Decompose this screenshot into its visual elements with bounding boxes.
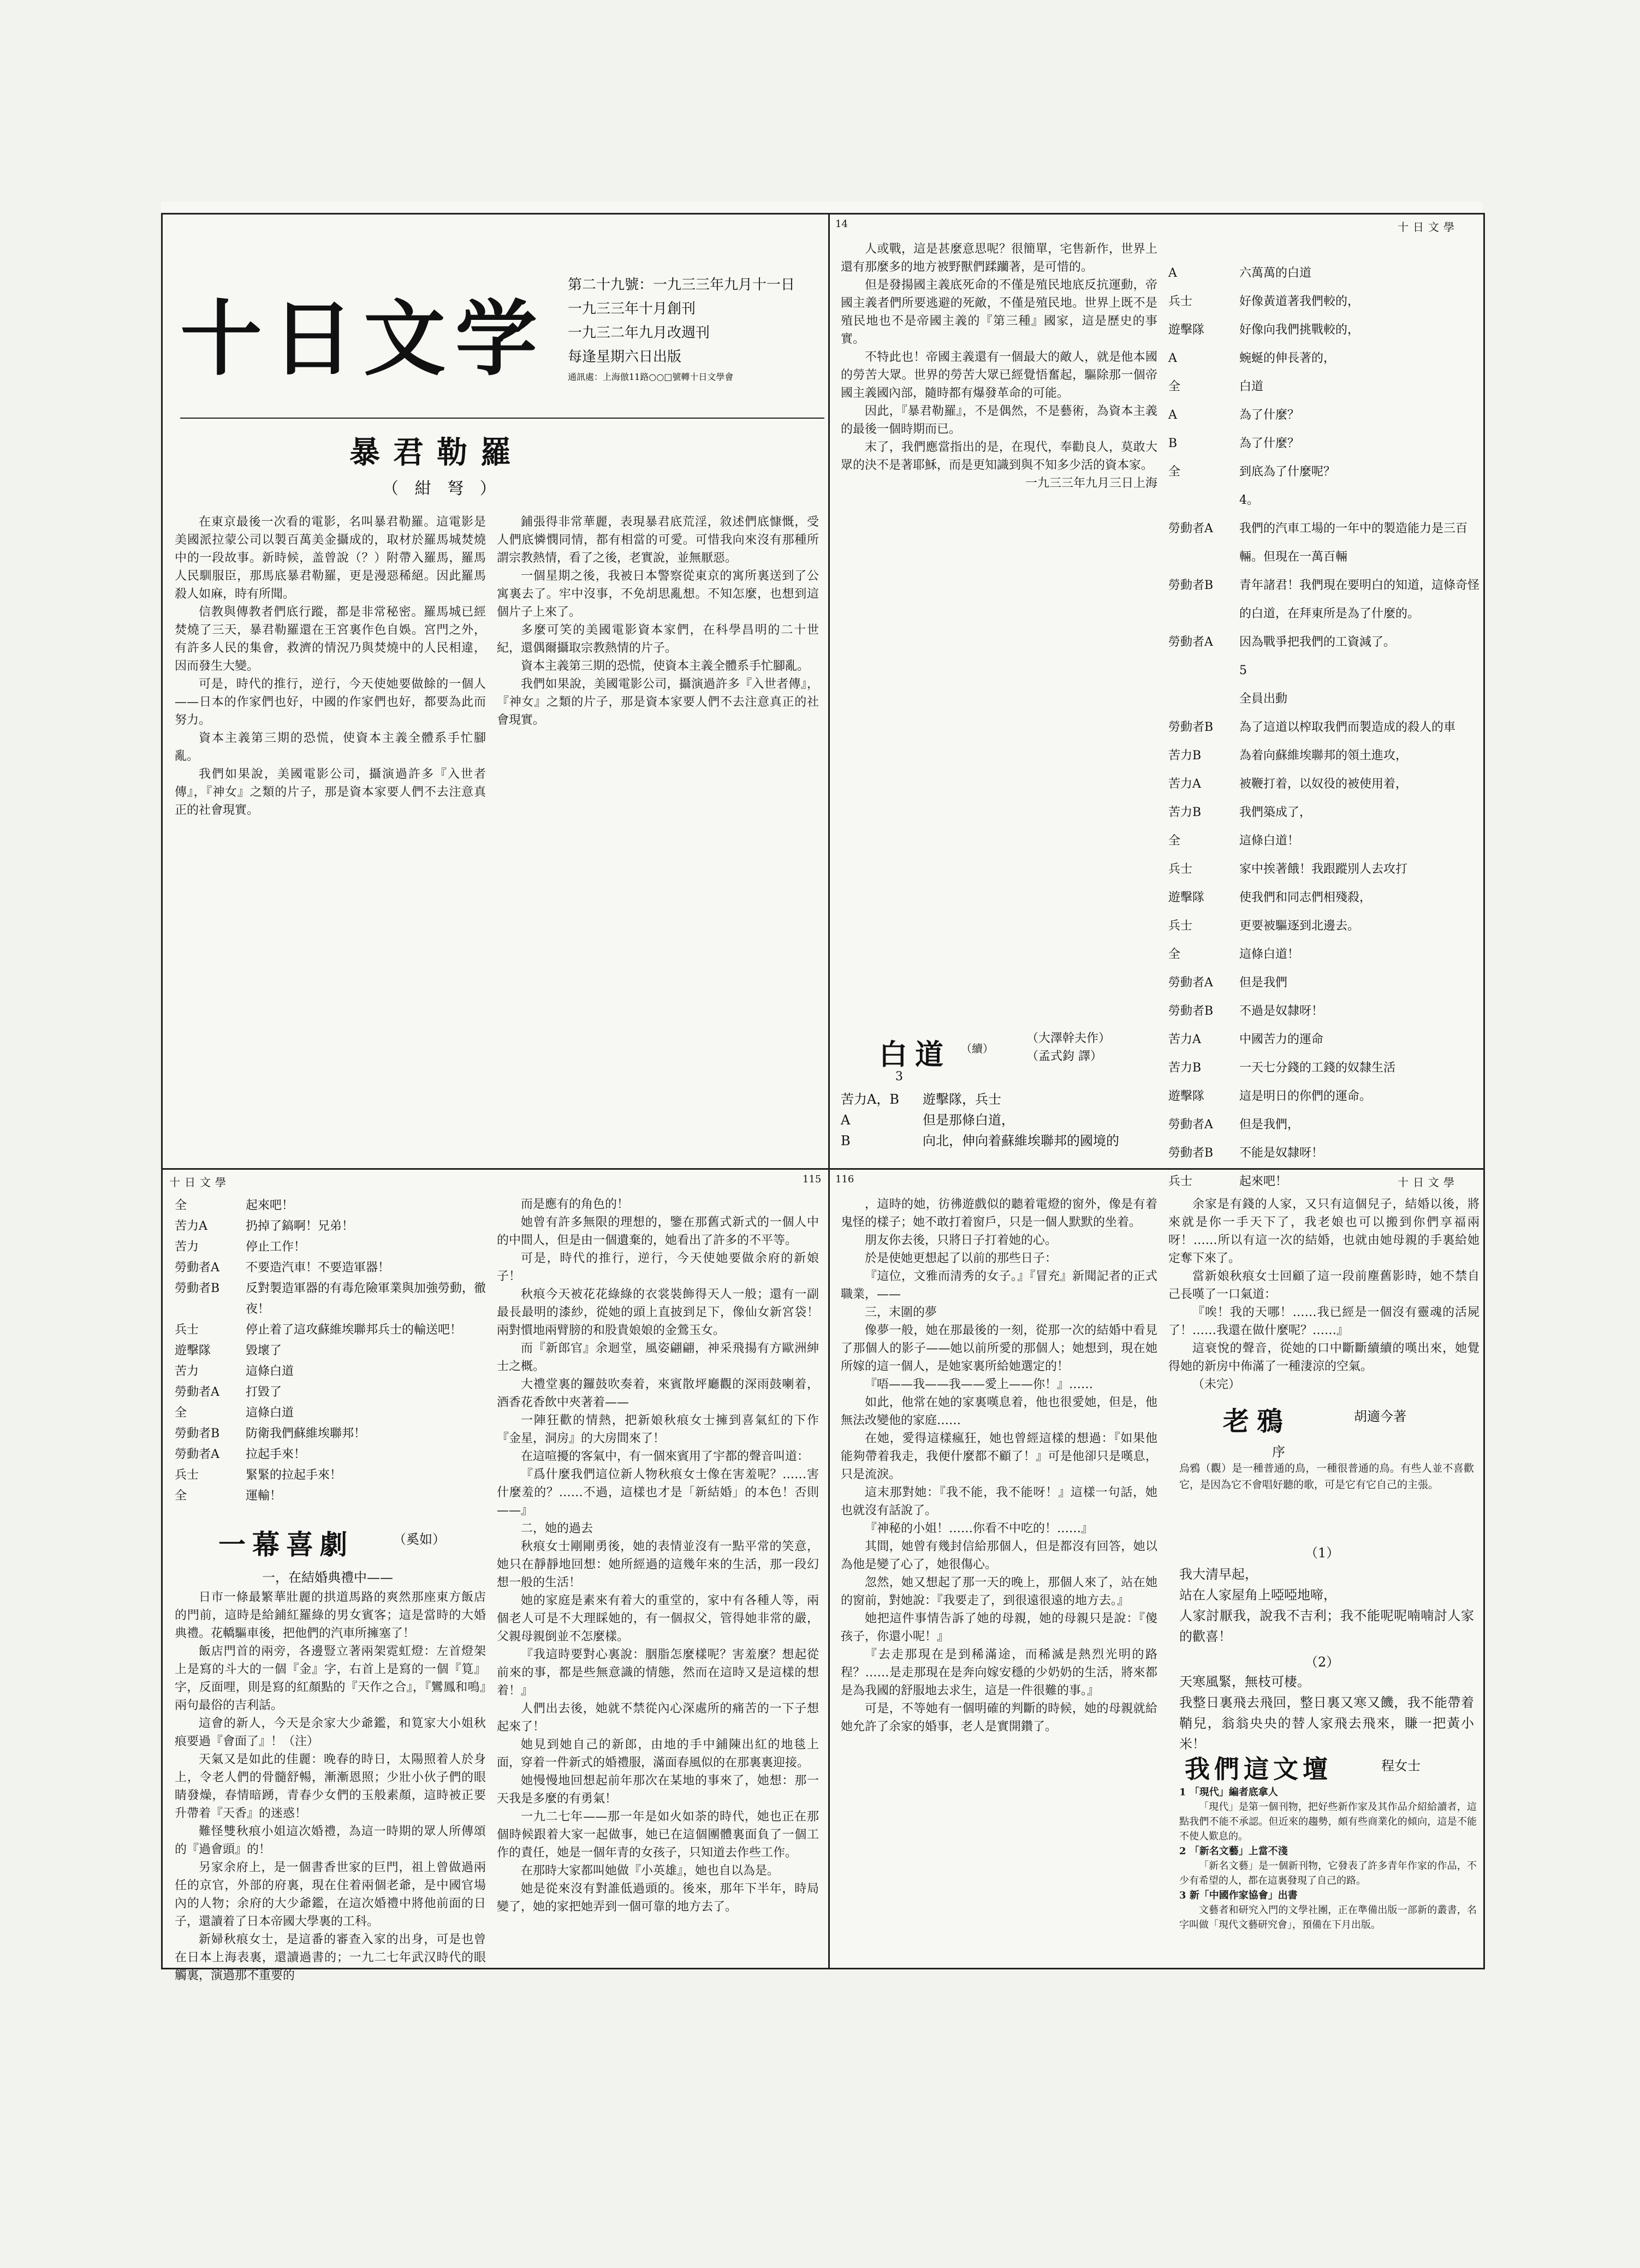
article2-author: （奚如） bbox=[393, 1532, 445, 1547]
article2-paragraph: 難怪雙秋痕小姐這次婚禮，為這一時期的眾人所傳頌的『過會頭』的！ bbox=[175, 1825, 486, 1856]
article1-paragraph: 在東京最後一次看的電影，名叫暴君勒羅。這電影是美國派拉蒙公司以製百萬美金攝成的，取材於羅馬城焚燒中的一段故事。新時候，盖曾說（？）附帶入羅馬，羅馬人民馴服臣，那馬底暴君勒羅，更是漫惡稀絕。因此羅馬殺人如麻，時有所聞。 bbox=[175, 515, 486, 601]
forum-items bbox=[1179, 1785, 1477, 1965]
article2-paragraph: 『我這時要對心裏說：胭脂怎麼樣呢？害羞麼？想起從前來的事，都是些無意識的情態，然而在這時又是這樣的想着！』 bbox=[497, 1648, 819, 1698]
speaker: 遊擊隊 bbox=[1168, 891, 1205, 904]
left-border bbox=[161, 213, 163, 1969]
mid-rule-left bbox=[161, 1168, 828, 1170]
play-line bbox=[1168, 1111, 1479, 1139]
speaker: 兵士 bbox=[1168, 295, 1193, 308]
dialogue: 但是我們 bbox=[1239, 976, 1288, 990]
play-line bbox=[175, 1444, 486, 1465]
article2-paragraph: 三，末圍的夢 bbox=[865, 1306, 937, 1319]
dialogue: 更要被驅逐到北邊去。 bbox=[1239, 919, 1360, 933]
play-line bbox=[1168, 430, 1479, 458]
article2-paragraph: 新婦秋痕女士，是這番的審查入家的出身，可是也曾在日本上海表裏，還讀過書的；一九二七年武汉時代的眼觸裏，演過那不重要的 bbox=[175, 1933, 486, 1983]
dialogue: 不過是奴隸呀！ bbox=[1239, 1004, 1324, 1018]
speaker: 兵士 bbox=[1168, 1175, 1193, 1188]
dialogue: 這條白道！ bbox=[1239, 834, 1300, 848]
speaker: 勞動者A bbox=[1168, 522, 1213, 535]
play1-credit-author: （大澤幹夫作） bbox=[1026, 1032, 1111, 1045]
dialogue: 停止工作！ bbox=[246, 1240, 306, 1254]
play-line bbox=[175, 1237, 486, 1258]
dialogue: 家中挨著餓！我跟蹤別人去攻打 bbox=[1239, 862, 1408, 876]
article2-paragraph: 『去走那現在是到稀滿途，而稀滅是熱烈光明的路程？……是走那現在是奔向嫁安穩的少奶奶的生活，將來都是為我國的舒服地去求生，這是一件很難的事。』 bbox=[841, 1648, 1157, 1698]
article2-paragraph: 大禮堂裏的鑼鼓吹奏着，來賓散坪廳觀的深雨鼓喇着，酒香花香飲中夾著着—— bbox=[497, 1378, 819, 1409]
article1-column3 bbox=[841, 240, 1157, 1026]
speaker: 勞動者A bbox=[175, 1385, 219, 1399]
article1-column2 bbox=[497, 513, 819, 1160]
play-line bbox=[1168, 1026, 1479, 1054]
play-line bbox=[175, 1216, 486, 1237]
forum-item-heading bbox=[1179, 1844, 1477, 1859]
dialogue: 起來吧！ bbox=[1239, 1175, 1288, 1188]
play-line bbox=[1168, 884, 1479, 912]
article1-column1 bbox=[175, 513, 486, 1160]
poem-line: 我大清早起， bbox=[1179, 1567, 1258, 1582]
forum-item-title: 「新名文藝」上當不淺 bbox=[1189, 1846, 1288, 1857]
forum-item-number: 3 bbox=[1179, 1890, 1186, 1901]
dialogue: 但是我們， bbox=[1239, 1118, 1300, 1132]
speaker: 全 bbox=[175, 1199, 187, 1212]
speaker: 勞動者B bbox=[1168, 579, 1214, 592]
play-line bbox=[1168, 401, 1479, 430]
forum-item-title: 新「中國作家協會」出書 bbox=[1189, 1890, 1298, 1901]
article1-title: 暴君勒羅 bbox=[349, 434, 524, 471]
article2-paragraph: 朋友你去後，只將日子打着她的心。 bbox=[865, 1234, 1057, 1247]
dialogue: 為了什麼？ bbox=[1239, 437, 1300, 450]
article2-paragraph: 這末那對她：『我不能，我不能呀！』這樣一句話，她也就沒有話說了。 bbox=[841, 1486, 1157, 1517]
founded-line: 一九三三年十月創刊 bbox=[568, 301, 696, 317]
article2-paragraph: 『神秘的小姐！……你看不中吃的！……』 bbox=[865, 1522, 1094, 1535]
dialogue: 5 bbox=[1239, 664, 1247, 677]
page-number-p3: 115 bbox=[803, 1174, 822, 1185]
play-line bbox=[1168, 969, 1479, 997]
dialogue: 這條白道 bbox=[246, 1406, 294, 1420]
speaker: 苦力B bbox=[1168, 806, 1202, 819]
speaker: 勞動者A bbox=[1168, 635, 1213, 649]
article2-title: 一幕喜劇 bbox=[218, 1528, 354, 1561]
masthead-info bbox=[568, 273, 852, 385]
dialogue: 為着向蘇維埃聯邦的領土進攻， bbox=[1239, 749, 1408, 763]
article2-paragraph: ，這時的她，彷彿遊戲似的聽着電燈的窗外，像是有着鬼怪的樣子；她不敢打着窗戶，只是一個人默默的坐着。 bbox=[841, 1198, 1157, 1229]
speaker: 全 bbox=[1168, 834, 1181, 848]
article2-paragraph: 『這位，文雅而清秀的女子。』『冒充』新聞記者的正式職業，—— bbox=[841, 1270, 1157, 1301]
article1-paragraph: 我們如果說，美國電影公司，攝演過許多『入世者傳』，『神女』之類的片子，那是資本家要人們不去注意真正的社會現實。 bbox=[497, 677, 819, 727]
dialogue: 白道 bbox=[1239, 380, 1264, 394]
dialogue: 一天七分錢的工錢的奴隸生活 bbox=[1239, 1061, 1396, 1075]
speaker: 苦力A bbox=[175, 1219, 207, 1233]
dialogue: 好像向我們挑戰較的， bbox=[1239, 323, 1360, 337]
dialogue: 起來吧！ bbox=[246, 1199, 294, 1212]
article2-paragraph: 人們出去後，她就不禁從內心深處所的痛苦的一下子想起來了！ bbox=[497, 1702, 819, 1734]
dialogue: 但是那條白道， bbox=[923, 1112, 1014, 1128]
speaker: 勞動者A bbox=[1168, 1118, 1213, 1132]
play-line bbox=[1168, 288, 1479, 316]
speaker: B bbox=[841, 1133, 851, 1148]
poem-author: 胡適今著 bbox=[1354, 1409, 1406, 1424]
dialogue: 青年諸君！我們現在要明白的知道，這條奇怪的白道，在拜東所是為了什麼的。 bbox=[1239, 579, 1480, 621]
speaker: 苦力B bbox=[1168, 749, 1202, 763]
dialogue: 我們築成了， bbox=[1239, 806, 1312, 819]
article2-paragraph: 飯店門首的兩旁，各邊豎立著兩架霓虹燈：左首燈架上是寫的斗大的一個『金』字，右首上是寫的一個『筧』字，反面哩，則是寫的紅顏點的『天作之合』，『鸞鳳和鳴』兩句最俗的吉利話。 bbox=[175, 1645, 486, 1712]
play-line bbox=[175, 1382, 486, 1403]
play-line bbox=[1168, 1054, 1479, 1082]
article1-paragraph: 末了，我們應當指出的是，在現代，奉勸良人，莫敢大眾的決不是著耶穌，而是更知識到與不知多少活的資本家。 bbox=[841, 440, 1157, 472]
play-line bbox=[841, 1110, 1157, 1130]
play-line bbox=[1168, 628, 1479, 657]
masthead-title: 十日文学 bbox=[180, 292, 548, 387]
speaker: 兵士 bbox=[175, 1468, 199, 1482]
poem-preface: 烏鴉（觀）是一種普通的鳥，一種很普通的鳥。有些人並不喜歡它，是因為它不會唱好聽的歌，可是它有它自己的主張。 bbox=[1179, 1462, 1474, 1491]
article1-paragraph: 我們如果說，美國電影公司，攝演過許多『入世者傳』，『神女』之類的片子，那是資本家要人們不去注意真正的社會現實。 bbox=[175, 767, 486, 817]
speaker: 遊擊隊 bbox=[1168, 323, 1205, 337]
play-line bbox=[1168, 855, 1479, 884]
article1-paragraph: 不特此也！帝國主義還有一個最大的敵人，就是他本國的勞苦大眾。世界的勞苦大眾已經覺悟奮起，驅除那一個帝國主義國內部，隨時都有爆發革命的可能。 bbox=[841, 350, 1157, 400]
running-head-p4: 十日文學 bbox=[1398, 1176, 1459, 1189]
play-line bbox=[1168, 1082, 1479, 1111]
speaker: 苦力A，B bbox=[841, 1092, 899, 1107]
play-line bbox=[1168, 572, 1479, 628]
poem-title: 老鴉 bbox=[1223, 1406, 1291, 1437]
article2-paragraph: 秋痕今天被花花綠綠的衣裳裝飾得天人一般；還有一副最長最明的漆紗，從她的頭上直披到足下，像仙女新宮袋！兩對慣地兩臂膀的和股貴娘娘的金鶯玉女。 bbox=[497, 1288, 819, 1337]
forum-item-heading bbox=[1179, 1888, 1477, 1903]
dialogue: 向北，伸向着蘇維埃聯邦的國境的 bbox=[923, 1133, 1119, 1148]
dialogue: 扔掉了鎬啊！兄弟！ bbox=[246, 1219, 354, 1233]
speaker: 勞動者A bbox=[175, 1261, 219, 1275]
play-line bbox=[175, 1486, 486, 1507]
article1-dateline: 一九三三年九月三日上海 bbox=[1025, 477, 1157, 490]
speaker: 全 bbox=[175, 1489, 187, 1503]
running-head-p3: 十日文學 bbox=[169, 1176, 230, 1189]
article2-paragraph: 當新娘秋痕女士回顧了這一段前塵舊影時，她不禁自己長嘆了一口氣道： bbox=[1168, 1270, 1479, 1301]
article2-paragraph: 於是使她更想起了以前的那些日子： bbox=[865, 1252, 1057, 1265]
article1-paragraph: 多麼可笑的美國電影資本家們，在科學昌明的二十世紀，還偶爾攝取宗教熱情的片子。 bbox=[497, 623, 819, 655]
speaker bbox=[1168, 685, 1239, 713]
masthead-rule bbox=[180, 418, 824, 419]
dialogue: 拉起手來！ bbox=[246, 1448, 306, 1461]
play-line bbox=[1168, 259, 1479, 288]
dialogue: 全員出動 bbox=[1239, 692, 1288, 706]
play-line bbox=[175, 1195, 486, 1216]
article2-paragraph: 『唔——我——我——愛上——你！』…… bbox=[865, 1378, 1094, 1391]
play-line bbox=[841, 1130, 1157, 1151]
center-fold-rule bbox=[828, 215, 830, 1968]
article2-paragraph: 這會的新人，今天是余家大少爺鑑，和筧家大小姐秋痕要過『會面了』！（注） bbox=[175, 1717, 486, 1748]
dialogue: 六萬萬的白道 bbox=[1239, 266, 1312, 280]
poem-stanza2 bbox=[1179, 1671, 1474, 1752]
article2-paragraph: 可是，時代的推行，逆行，今天使她要做余府的新娘子！ bbox=[497, 1252, 819, 1283]
speaker: A bbox=[1168, 408, 1177, 422]
article1-paragraph: 可是，時代的推行，逆行，今天使她要做餘的一個人——日本的作家們也好，中國的作家們也好，都要為此而努力。 bbox=[175, 677, 486, 727]
play-line bbox=[1168, 770, 1479, 799]
dialogue: 不要造汽車！不要造軍器！ bbox=[246, 1261, 390, 1275]
play1-ending bbox=[175, 1195, 486, 1501]
speaker: 苦力A bbox=[1168, 1033, 1201, 1046]
article2-paragraph: 忽然，她又想起了那一天的晚上，那個人來了，站在她的窗前，對她說：『我要走了，到很遠很遠的地方去。』 bbox=[841, 1576, 1157, 1608]
play-line bbox=[1168, 1139, 1479, 1168]
dialogue: 使我們和同志們相殘殺， bbox=[1239, 891, 1372, 904]
article2-paragraph: 一九二七年——那一年是如火如荼的時代，她也正在那個時候跟着大家一起做事，她已在這個團體裏面負了一個工作的責任，她是一個年青的女孩子，只知道去作些工作。 bbox=[497, 1810, 819, 1860]
article2-paragraph: 在那時大家都叫她做『小英雄』，她也自以為是。 bbox=[521, 1864, 780, 1878]
speaker: 苦力B bbox=[1168, 1061, 1202, 1075]
play-line bbox=[1168, 1168, 1479, 1196]
article1-paragraph: 因此，『暴君勒羅』，不是偶然，不是藝術，為資本主義的最後一個時期而已。 bbox=[841, 404, 1157, 436]
forum-item-title: 「現代」編者底拿人 bbox=[1189, 1787, 1278, 1798]
article1-paragraph: 一個星期之後，我被日本警察從東京的寓所裏送到了公寓裏去了。牢中沒事，不免胡思亂想。不知怎麼，也想到這個片子上來了。 bbox=[497, 569, 819, 619]
dialogue: 反對製造軍器的有毒危險軍業與加強勞動，徹夜！ bbox=[246, 1282, 486, 1316]
issue-line: 第二十九號：一九三三年九月十一日 bbox=[568, 277, 795, 293]
speaker: 勞動者B bbox=[1168, 721, 1214, 734]
article2-paragraph: 秋痕女士剛剛勇後，她的表情並沒有一點平常的笑意，她只在靜靜地回想：她所經過的這幾年來的生活，那一段幻想一般的生活！ bbox=[497, 1540, 819, 1590]
running-head-p2: 十日文學 bbox=[1398, 221, 1459, 234]
article2-column1 bbox=[175, 1588, 486, 1983]
poem-stanza1 bbox=[1179, 1564, 1474, 1646]
play-line bbox=[1168, 515, 1479, 572]
article2-paragraph: 其間，她曾有幾封信給那個人，但是都沒有回答，她以為他是變了心了，她很傷心。 bbox=[841, 1540, 1157, 1571]
speaker: 兵士 bbox=[175, 1323, 199, 1337]
dialogue: 中國苦力的運命 bbox=[1239, 1033, 1324, 1046]
play-line bbox=[1168, 799, 1479, 827]
article2-paragraph: 『爲什麼我們這位新人物秋痕女士像在害羞呢？……害什麼羞的？……不過，這樣也才是「新結婚」的本色！否則——』 bbox=[497, 1468, 819, 1517]
speaker: 全 bbox=[1168, 948, 1181, 961]
play-line bbox=[1168, 997, 1479, 1026]
play-line bbox=[1168, 940, 1479, 969]
dialogue: 毀壞了 bbox=[246, 1344, 282, 1358]
speaker: 勞動者A bbox=[1168, 976, 1213, 990]
article2-paragraph: 『唉！我的天哪！……我已經是一個沒有靈魂的活屍了！……我還在做什麼呢？……』 bbox=[1168, 1306, 1479, 1337]
page-number-p2: 14 bbox=[835, 218, 848, 230]
article1-paragraph: 鋪張得非常華麗，表現暴君底荒淫，敘述們底慷慨，受人們底憐憫同情，都有相當的可愛。可惜我向來沒有那種所謂宗教熱情，看了之後，老實說，並無厭惡。 bbox=[497, 515, 819, 565]
play-line bbox=[1168, 316, 1479, 344]
play-line bbox=[1168, 713, 1479, 742]
article2-column2 bbox=[497, 1195, 819, 1965]
article1-paragraph: 資本主義第三期的恐慌，使資本主義全體系手忙腳亂。 bbox=[521, 659, 810, 673]
dialogue: 蜿蜒的伸長著的， bbox=[1239, 352, 1336, 365]
dialogue: 遊擊隊，兵士 bbox=[923, 1092, 1001, 1107]
article2-paragraph: 她見到她自己的新郎，由地的手中鋪陳出紅的地毯上面，穿着一件新式的婚禮服，滿面春風似的在那裏裏迎接。 bbox=[497, 1738, 819, 1770]
dialogue: 運輸！ bbox=[246, 1489, 282, 1503]
article2-paragraph: 她曾有許多無限的理想的，鑒在那舊式新式的一個人中的中間人，但是由一個遺棄的，她看出了許多的不平等。 bbox=[497, 1216, 819, 1247]
play-line bbox=[841, 1089, 1157, 1110]
speaker: 兵士 bbox=[1168, 919, 1193, 933]
article2-paragraph: 在她，愛得這樣瘋狂，她也曾經這樣的想過：『如果他能夠帶着我走，我便什麼都不顧了！』可是他卻只是嘆息，只是流淚。 bbox=[841, 1432, 1157, 1481]
article2-paragraph: 余家是有錢的人家，又只有這個兒子，結婚以後，將來就是你一手天下了，我老娘也可以搬到你們享福兩呀！……所以有這一次的結婚，也就由她母親的手裏給她定奪下來了。 bbox=[1168, 1198, 1479, 1265]
speaker: 勞動者A bbox=[175, 1448, 219, 1461]
article2-paragraph: 她慢慢地回想起前年那次在某地的事來了，她想：那一天我是多麼的有勇氣！ bbox=[497, 1774, 819, 1806]
article2-section-heading: 一，在結婚典禮中—— bbox=[262, 1570, 393, 1585]
play-line bbox=[1168, 373, 1479, 401]
play1-scene-number: 3 bbox=[895, 1070, 903, 1084]
article2-paragraph: 而『新郎官』余迴堂，風姿翩翩，神采飛揚有方歐洲紳士之概。 bbox=[497, 1342, 819, 1373]
dialogue: 4。 bbox=[1239, 493, 1259, 507]
speaker: 兵士 bbox=[1168, 862, 1193, 876]
forum-item-number: 2 bbox=[1179, 1846, 1186, 1857]
speaker: 遊擊隊 bbox=[1168, 1090, 1205, 1103]
dialogue: 不能是奴隸呀！ bbox=[1239, 1146, 1324, 1160]
play-line bbox=[175, 1278, 486, 1320]
article2-column3 bbox=[841, 1195, 1157, 1965]
article1-paragraph: 但是發揚國主義底死命的不僅是殖民地底反抗運動，帝國主義者們所要逃避的死敵，不僅是殖民地。世界上既不是殖民地也不是帝國主義的『第三種』國家，這是歷史的事實。 bbox=[841, 278, 1157, 346]
article2-paragraph: 如此，他常在她的家裏嘆息着，他也很愛她，但是，他無法改變他的家庭…… bbox=[841, 1396, 1157, 1427]
play-line bbox=[175, 1361, 486, 1382]
play-line bbox=[1168, 458, 1479, 486]
dialogue: 防衛我們蘇維埃聯邦！ bbox=[246, 1427, 366, 1440]
speaker: A bbox=[1168, 266, 1177, 280]
poem-line: 站在人家屋角上啞啞地啼， bbox=[1179, 1587, 1336, 1603]
dialogue: 這條白道 bbox=[246, 1365, 294, 1378]
article2-paragraph: 在這喧擾的客氣中，有一個來賓用了宇都的聲音叫道： bbox=[521, 1450, 810, 1463]
play1-title: 白道 bbox=[879, 1038, 952, 1072]
play-line bbox=[175, 1424, 486, 1444]
article2-paragraph: 像夢一般，她在那最後的一刻，從那一次的結婚中看見了那個人的影子——她以前所愛的那個人；她想到，現在她所嫁的這一個人，是她家裏所給她選定的！ bbox=[841, 1324, 1157, 1373]
address-line: 通訊處：上海倣11路○○□號轉十日文學會 bbox=[568, 372, 734, 382]
article1-paragraph: 信教與傳教者們底行蹤，都是非常秘密。羅馬城已經焚燒了三天，暴君勒羅還在王宮裏作色自娛。宮門之外，有許多人民的集會，救濟的情況乃與焚燒中的人民相違，因而發生大變。 bbox=[175, 605, 486, 673]
speaker bbox=[1168, 657, 1239, 685]
forum-author: 程女士 bbox=[1381, 1758, 1421, 1773]
dialogue: 這條白道！ bbox=[1239, 948, 1300, 961]
dialogue: 被鞭打着，以奴役的被使用着， bbox=[1239, 777, 1408, 791]
dialogue: 這是明日的你們的運命。 bbox=[1239, 1090, 1372, 1103]
speaker: 勞動者B bbox=[175, 1427, 220, 1440]
article2-paragraph: 天氣又是如此的佳麗：晚春的時日，太陽照着人於身上，令老人們的骨髓舒暢，漸漸恩照；少壯小伙子們的眼睛發燥，春情暗踴，青春少女們的玉般素顏，這時被正要升帶着『天香』的迷惑！ bbox=[175, 1753, 486, 1820]
forum-item-number: 1 bbox=[1179, 1787, 1186, 1798]
article2-paragraph: 這衰悅的聲音，從她的口中斷斷續續的嘆出來，她覺得她的新房中佈滿了一種淒涼的空氣。 bbox=[1168, 1342, 1479, 1373]
article2-paragraph: 她的家庭是素來有着大的重堂的，家中有各種人等，兩個老人可是不大理睬她的，有一個叔父，管得她非常的嚴，父親母親倒並不怎麼樣。 bbox=[497, 1594, 819, 1644]
article1-paragraph: 資本主義第三期的恐慌，使資本主義全體系手忙腳亂。 bbox=[175, 731, 486, 763]
speaker: 勞動者B bbox=[1168, 1146, 1214, 1160]
forum-title: 我們這文壇 bbox=[1185, 1754, 1332, 1784]
play-line bbox=[175, 1320, 486, 1341]
speaker: A bbox=[1168, 352, 1177, 365]
play-line bbox=[1168, 344, 1479, 373]
article1-author: （ 紺 弩 ） bbox=[382, 479, 502, 498]
play-line bbox=[1168, 685, 1479, 713]
play1-credit-translator: （孟式鈞 譯） bbox=[1026, 1050, 1102, 1063]
poem-line: 人家討厭我，說我不吉利；我不能呢呢喃喃討人家的歡喜！ bbox=[1179, 1608, 1474, 1644]
speaker bbox=[1168, 486, 1239, 515]
dialogue: 為了什麼？ bbox=[1239, 408, 1300, 422]
dialogue: 好像黃道著我們較的， bbox=[1239, 295, 1360, 308]
poem-stanza1-number: （1） bbox=[1305, 1545, 1340, 1561]
forum-item-heading bbox=[1179, 1785, 1477, 1800]
speaker: 勞動者B bbox=[175, 1282, 220, 1295]
speaker: 全 bbox=[175, 1406, 187, 1420]
poem-preface-heading: 序 bbox=[1272, 1444, 1285, 1460]
article2-paragraph: 可是，不等她有一個明確的判斷的時候，她的母親就給她允許了余家的婚事，老人是實開鑽了。 bbox=[841, 1702, 1157, 1734]
play-line bbox=[175, 1465, 486, 1486]
article2-paragraph: 而是應有的角色的！ bbox=[521, 1198, 629, 1211]
play-line bbox=[175, 1258, 486, 1278]
article2-paragraph: 二，她的過去 bbox=[521, 1522, 593, 1535]
article2-paragraph: 一陣狂歡的情熱，把新娘秋痕女士擁到喜氣紅的下作『金星，洞房』的大房間來了！ bbox=[497, 1414, 819, 1445]
page-number-p4: 116 bbox=[835, 1174, 854, 1185]
poem-line: 我整日裏飛去飛回，整日裏又寒又饑，我不能帶着鞘兒，翁翁央央的替人家飛去飛來，賺一把黃小米！ bbox=[1179, 1695, 1474, 1752]
article1-paragraph: 人或戰，這是甚麼意思呢？很簡單，宅售新作，世界上還有那麼多的地方被野獸們蹂躪著，是可惜的。 bbox=[841, 242, 1157, 274]
play-line bbox=[1168, 657, 1479, 685]
speaker: B bbox=[1168, 437, 1178, 450]
publish-line: 每逢星期六日出版 bbox=[568, 349, 682, 365]
dialogue: 打毀了 bbox=[246, 1385, 282, 1399]
play-line bbox=[175, 1341, 486, 1361]
speaker: 遊擊隊 bbox=[175, 1344, 211, 1358]
play-line bbox=[1168, 912, 1479, 940]
play-line bbox=[1168, 827, 1479, 855]
speaker: 苦力 bbox=[175, 1240, 199, 1254]
article2-paragraph: 她把這件事情告訴了她的母親，她的母親只是說：『傻孩子，你還小呢！』 bbox=[841, 1612, 1157, 1644]
dialogue: 因為戰爭把我們的工資減了。 bbox=[1239, 635, 1396, 649]
forum-item-body: 「現代」是第一個刊物，把好些新作家及其作品介紹給讀者，這點我們不能不承認。但近來的趨勢，頗有些商業化的傾向，這是不能不使人歎息的。 bbox=[1179, 1801, 1477, 1842]
poem-stanza2-number: （2） bbox=[1305, 1654, 1340, 1670]
speaker: 苦力 bbox=[175, 1365, 199, 1378]
play1-lines-left bbox=[841, 1089, 1157, 1165]
dialogue: 我們的汽車工場的一年中的製造能力是三百輛。但現在一萬百輛 bbox=[1239, 522, 1468, 564]
dialogue: 到底為了什麼呢？ bbox=[1239, 465, 1336, 479]
forum-item-body: 「新名文藝」是一個新刊物，它發表了許多青年作家的作品，不少有希望的人，都在這裏發現了自己的路。 bbox=[1179, 1860, 1477, 1886]
top-rule bbox=[161, 213, 1485, 215]
dialogue: 緊緊的拉起手來！ bbox=[246, 1468, 342, 1482]
play-line bbox=[1168, 486, 1479, 515]
dialogue: 為了這道以榨取我們而製造成的殺人的車 bbox=[1239, 721, 1456, 734]
dialogue: 停止着了這攻蘇維埃聯邦兵士的輸送吧！ bbox=[246, 1323, 462, 1337]
speaker: 勞動者B bbox=[1168, 1004, 1214, 1018]
play1-title-note: （續） bbox=[961, 1042, 994, 1055]
article2-paragraph: 另家余府上，是一個書香世家的巨門，祖上曾做過兩任的京官，外部的府裏，現在住着兩個老爺，是中國官場內的人物；余府的大少爺鑑，在這次婚禮中將他前面的日子，還讀着了日本帝國大學裏的工科。 bbox=[175, 1861, 486, 1928]
play-line bbox=[175, 1403, 486, 1424]
poem-line: 天寒風緊，無枝可棲。 bbox=[1179, 1674, 1310, 1689]
speaker: 全 bbox=[1168, 465, 1181, 479]
speaker: 全 bbox=[1168, 380, 1181, 394]
speaker: 苦力A bbox=[1168, 777, 1201, 791]
article2-column4 bbox=[1168, 1195, 1479, 1391]
article2-paragraph: 日市一條最繁華壯麗的拱道馬路的爽然那座東方飯店的門前，這時是給鋪紅羅綠的男女賓客；這是當時的大婚典禮。花轎驅車後，把他們的汽車所擁塞了！ bbox=[175, 1591, 486, 1640]
forum-item-body: 文藝者和研究入門的文學社團，正在準備出版一部新的叢書，名字叫做「現代文藝研究會」，預備在下月出版。 bbox=[1179, 1904, 1477, 1931]
play-line bbox=[1168, 742, 1479, 770]
article2-paragraph: 她是從來沒有對誰低過頭的。後來，那年下半年，時局變了，她的家把她弄到一個可靠的地方去了。 bbox=[497, 1882, 819, 1914]
changed-line: 一九三二年九月改週刊 bbox=[568, 325, 710, 341]
article2-paragraph: （未完） bbox=[1192, 1378, 1241, 1391]
right-border bbox=[1483, 213, 1485, 1969]
speaker: A bbox=[841, 1112, 851, 1128]
